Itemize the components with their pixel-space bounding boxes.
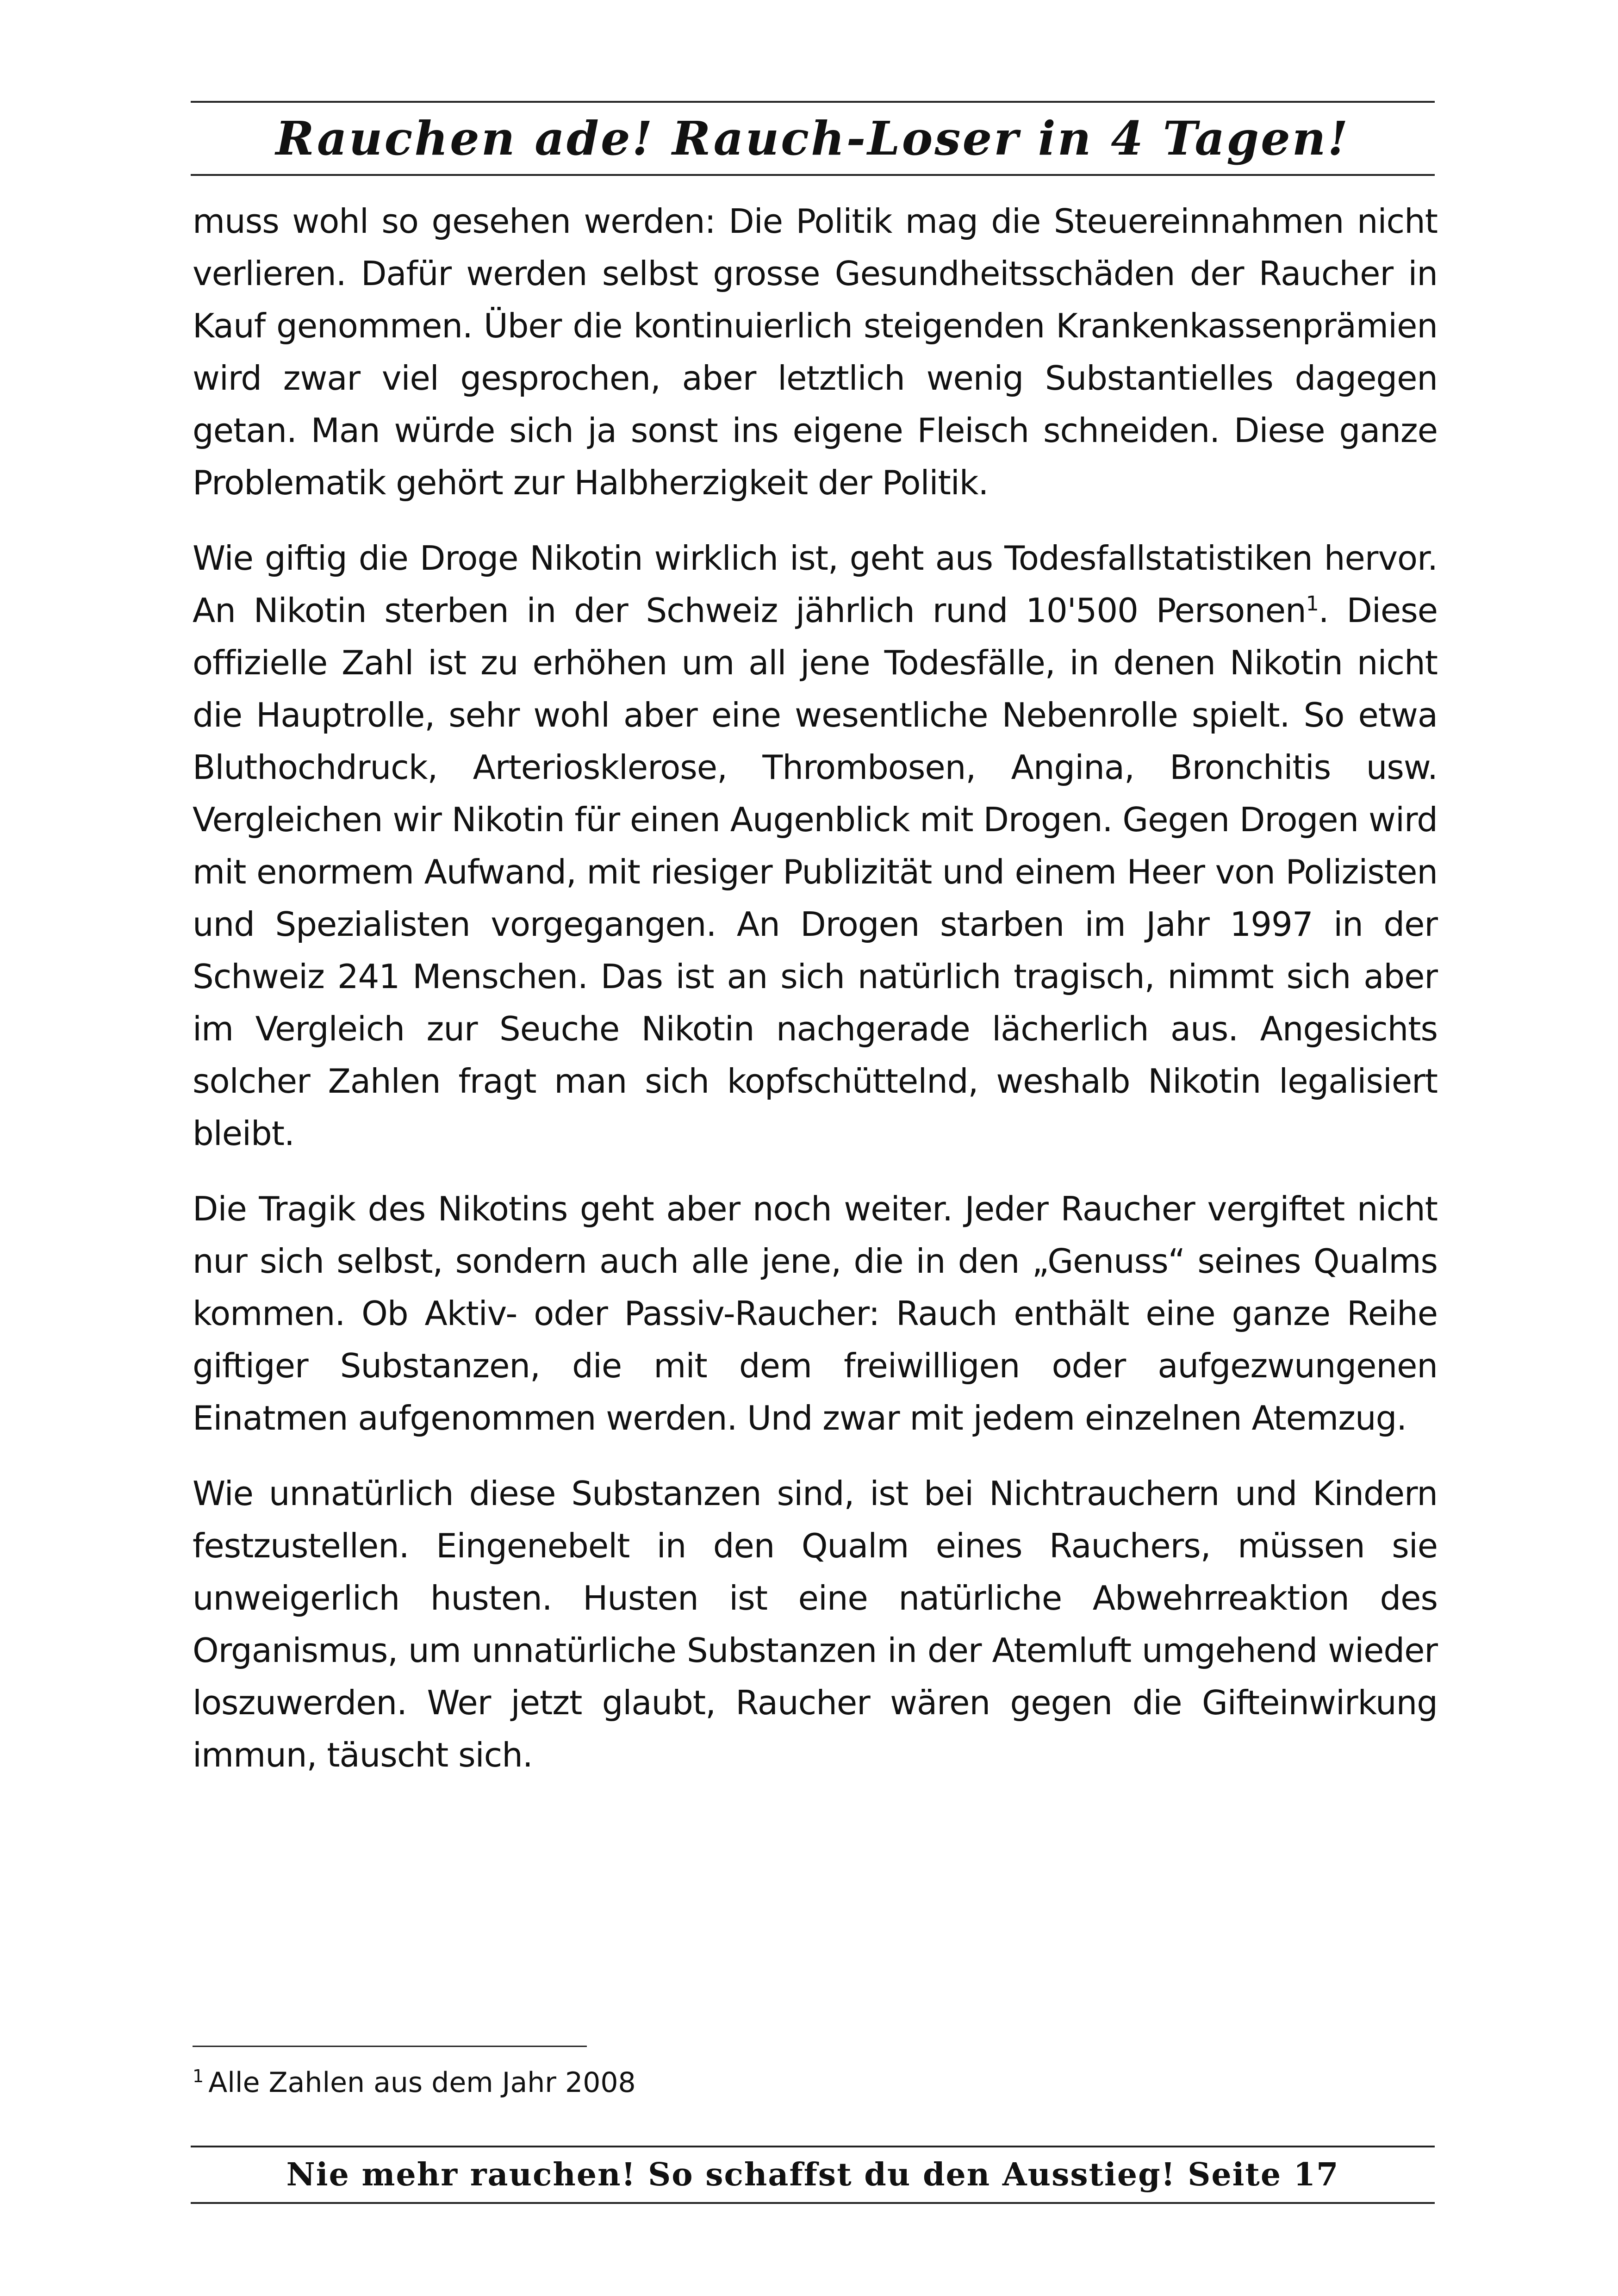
footnote [193,2064,636,2101]
page-header [191,101,1435,176]
running-title: Rauchen ade! Rauch-Loser in 4 Tagen! [275,111,1350,166]
footnote-marker: 1 [193,2066,204,2086]
paragraph-3: Die Tragik des Nikotins geht aber noch weiter. Jeder Raucher vergiftet nicht nur sich selbst, sondern auch alle jene, die in den „Genuss“ seines Qualms kommen. Ob Aktiv- oder Passiv-Raucher: Rauch enthält eine ganze Reihe giftiger Substanzen, die mit dem freiwilligen oder aufgezwungenen Einatmen aufgenommen werden. Und zwar mit jedem einzelnen Atemzug. [193,1189,1438,1437]
paragraph-2 [193,532,1438,1160]
paragraph-4: Wie unnatürlich diese Substanzen sind, ist bei Nichtrauchern und Kindern festzustellen. Eingenebelt in den Qualm eines Rauchers, müssen sie unweigerlich husten. Husten ist eine natürliche Abwehrreaktion des Organismus, um unnatürliche Substanzen in der Atemluft umgehend wieder loszuwerden. Wer jetzt glaubt, Raucher wären gegen die Gifteinwirkung immun, täuscht sich. [193,1474,1438,1774]
paragraph-1: muss wohl so gesehen werden: Die Politik mag die Steuereinnahmen nicht verlieren. Dafür werden selbst grosse Gesundheitsschäden der Raucher in Kauf genommen. Über die kontinuierlich steigenden Krankenkassenprämien wird zwar viel gesprochen, aber letztlich wenig Substantielles dagegen getan. Man würde sich ja sonst ins eigene Fleisch schneiden. Diese ganze Problematik gehört zur Halbherzigkeit der Politik. [193,202,1438,502]
page-footer [191,2146,1435,2204]
paragraph-2-text-before: Wie giftig die Droge Nikotin wirklich ist, geht aus Todesfallstatistiken hervor. An Nikotin sterben in der Schweiz jährlich rund 10'500 Personen [193,539,1438,630]
footer-text: Nie mehr rauchen! So schaffst du den Ausstieg! Seite 17 [286,2156,1339,2193]
paragraph-2-text-after: . Diese offizielle Zahl ist zu erhöhen um all jene Todesfälle, in denen Nikotin nicht die Hauptrolle, sehr wohl aber eine wesentliche Nebenrolle spielt. So etwa Bluthochdruck, Arteriosklerose, Thrombosen, Angina, Bronchitis usw. Vergleichen wir Nikotin für einen Augenblick mit Drogen. Gegen Drogen wird mit enormem Aufwand, mit riesiger Publizität und einem Heer von Polizisten und Spezialisten vorgegangen. An Drogen starben im Jahr 1997 in der Schweiz 241 Menschen. Das ist an sich natürlich tragisch, nimmt sich aber im Vergleich zur Seuche Nikotin nachgerade lächerlich aus. Angesichts solcher Zahlen fragt man sich kopfschüttelnd, weshalb Nikotin legalisiert bleibt. [193,591,1438,1153]
footnote-text: Alle Zahlen aus dem Jahr 2008 [208,2066,636,2099]
footnote-reference[interactable]: 1 [1306,592,1319,616]
footnote-separator [193,2046,587,2047]
body-text [193,195,1438,1804]
